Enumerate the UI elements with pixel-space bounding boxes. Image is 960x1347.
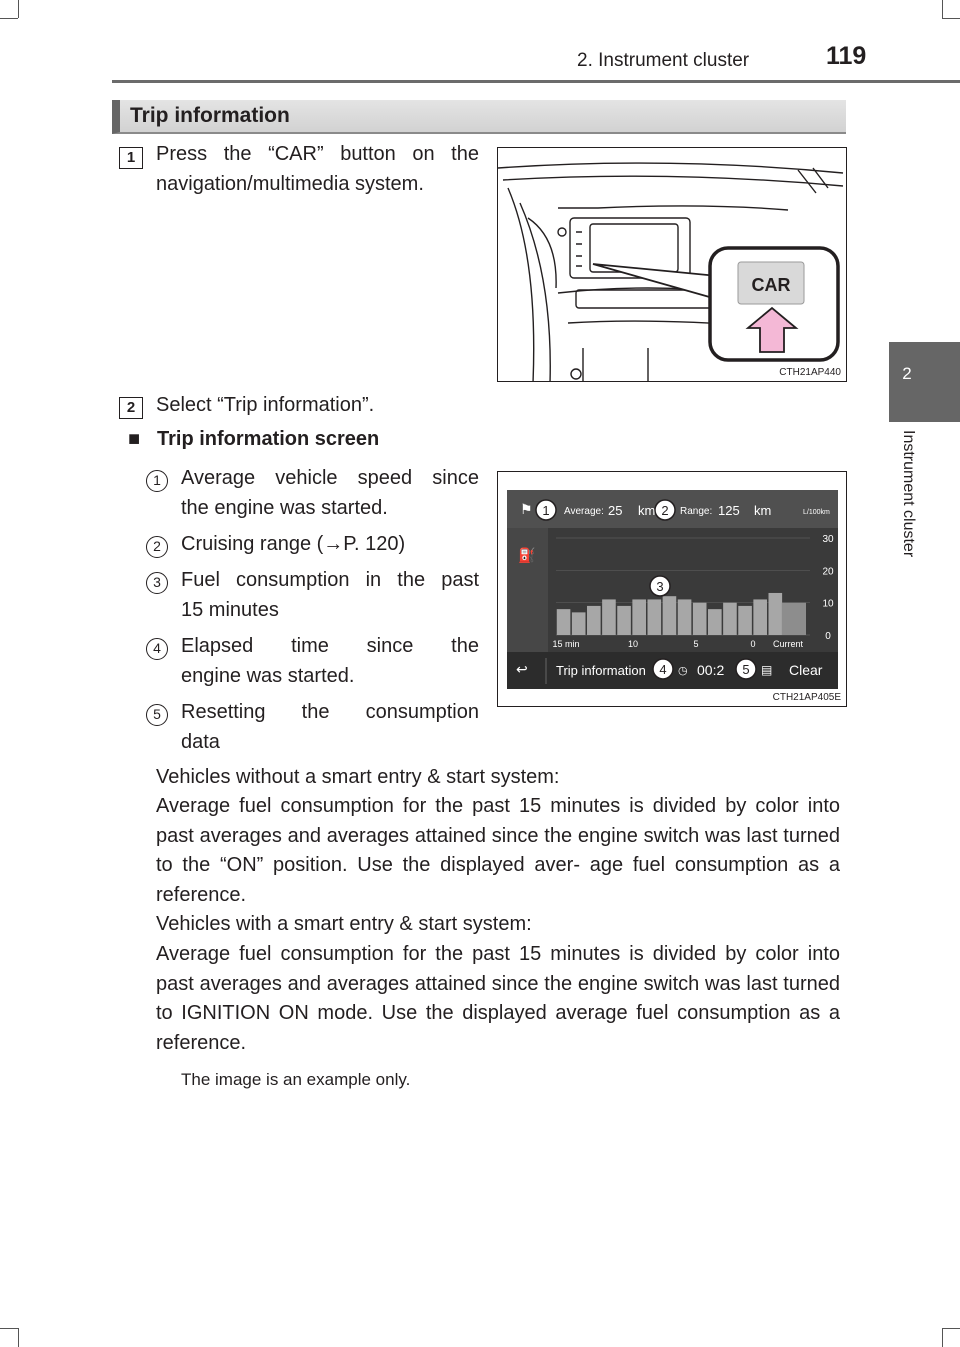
dashboard-illustration [498, 148, 847, 382]
chart-bar [723, 603, 737, 635]
callout-number: 5 [742, 662, 750, 677]
step-number: 2 [119, 397, 143, 419]
step-text: Select “Trip information”. [156, 394, 375, 416]
paragraph: Vehicles with a smart entry & start system: [156, 913, 532, 935]
x-tick-label: 10 [627, 639, 639, 649]
clear-button-label: Clear [789, 662, 823, 678]
chapter-tab-number: 2 [902, 364, 912, 383]
chart-bar [753, 599, 767, 635]
crop-mark [18, 1328, 19, 1347]
trip-screen-figure [497, 471, 847, 707]
trip-screen-illustration [498, 472, 847, 707]
y-tick-label: 30 [822, 534, 834, 545]
item-text: Cruising range (→P. 120) [181, 533, 406, 555]
paragraph: Average fuel consumption for the past 15 minutes is divided by color into past averages and averages attained since the engine switch was last turned to IGNITION ON mode. Use the displayed average fuel consumption as a reference. [156, 943, 840, 1054]
range-value: 125 [718, 503, 740, 518]
callout-number: 4 [659, 662, 667, 677]
item-text: 15 minutes [181, 599, 279, 621]
item-text: Fuel consumption in the past [181, 569, 479, 591]
x-tick-label: 15 min [552, 639, 580, 649]
chart-bar [648, 599, 662, 635]
image-note: The image is an example only. [181, 1070, 411, 1089]
subheading-marker: ■ [128, 428, 141, 450]
screen-title: Trip information [556, 663, 646, 678]
car-button-label: CAR [751, 275, 791, 295]
item-number: 5 [146, 704, 168, 726]
chart-bar [663, 596, 677, 635]
chart-bar [557, 609, 571, 635]
y-tick-label: 20 [822, 566, 834, 578]
item-text: Resetting the consumption [181, 701, 479, 723]
crop-mark [942, 18, 960, 19]
running-header: 2. Instrument cluster [577, 50, 750, 71]
elapsed-time: 00:2 [697, 662, 725, 678]
svg-text:⚑: ⚑ [520, 501, 533, 517]
chapter-tab-label: Instrument cluster [900, 430, 917, 558]
item-text: Average vehicle speed since [181, 467, 479, 489]
unit-label: L/100km [803, 509, 830, 516]
step-number: 1 [119, 147, 143, 169]
x-tick-label: Current [772, 639, 804, 649]
item-number: 3 [146, 572, 168, 594]
step-text: navigation/multimedia system. [156, 173, 424, 195]
subheading: Trip information screen [157, 428, 380, 450]
svg-text:▤: ▤ [761, 663, 773, 677]
y-tick-label: 10 [822, 598, 834, 610]
svg-text:⛽: ⛽ [518, 547, 536, 563]
header-rule [112, 80, 960, 83]
paragraph: Vehicles without a smart entry & start system: [156, 766, 560, 788]
crop-mark [0, 1328, 18, 1329]
item-text: engine was started. [181, 665, 355, 687]
figure-id: CTH21AP405E [772, 692, 841, 703]
average-label: Average: [564, 506, 604, 517]
crop-mark [942, 1328, 960, 1329]
chart-bar [617, 606, 631, 635]
chart-bar [708, 609, 722, 635]
chart-bar [678, 599, 692, 635]
x-tick-label: 5 [693, 639, 699, 649]
item-text: the engine was started. [181, 497, 388, 519]
range-label: Range: [680, 506, 713, 517]
item-number: 1 [146, 470, 168, 492]
figure-id: CTH21AP440 [779, 367, 841, 378]
x-tick-label: 0 [750, 639, 756, 649]
dashboard-figure [497, 147, 847, 382]
item-text: Elapsed time since the [181, 635, 479, 657]
chart-bar [587, 606, 601, 635]
chart-bar [572, 612, 586, 635]
y-tick-label: 0 [825, 631, 831, 642]
svg-text:↩: ↩ [516, 661, 528, 677]
callout-number: 1 [542, 503, 550, 518]
chart-bar [632, 599, 646, 635]
callout-number: 2 [661, 503, 669, 518]
item-number: 4 [146, 638, 168, 660]
chart-bar [782, 603, 806, 635]
chart-bar [693, 603, 707, 635]
page-number: 119 [826, 42, 867, 70]
step-text: Press the “CAR” button on the [156, 143, 479, 165]
svg-text:◷: ◷ [678, 665, 688, 677]
item-text: data [181, 731, 220, 753]
chart-bar [769, 593, 783, 635]
crop-mark [942, 0, 943, 18]
average-unit: km [638, 503, 656, 518]
range-unit: km [754, 503, 772, 518]
chart-bar [602, 599, 616, 635]
callout-number: 3 [656, 579, 664, 594]
crop-mark [0, 18, 18, 19]
crop-mark [942, 1328, 943, 1347]
chart-bar [738, 606, 752, 635]
crop-mark [18, 0, 19, 18]
average-value: 25 [608, 503, 623, 518]
section-title: Trip information [130, 104, 290, 127]
item-number: 2 [146, 536, 168, 558]
paragraph: Average fuel consumption for the past 15 minutes is divided by color into past averages and averages attained since the engine switch was last turned to the “ON” position. Use the displayed aver- age fuel consumption as a reference. [156, 795, 840, 906]
